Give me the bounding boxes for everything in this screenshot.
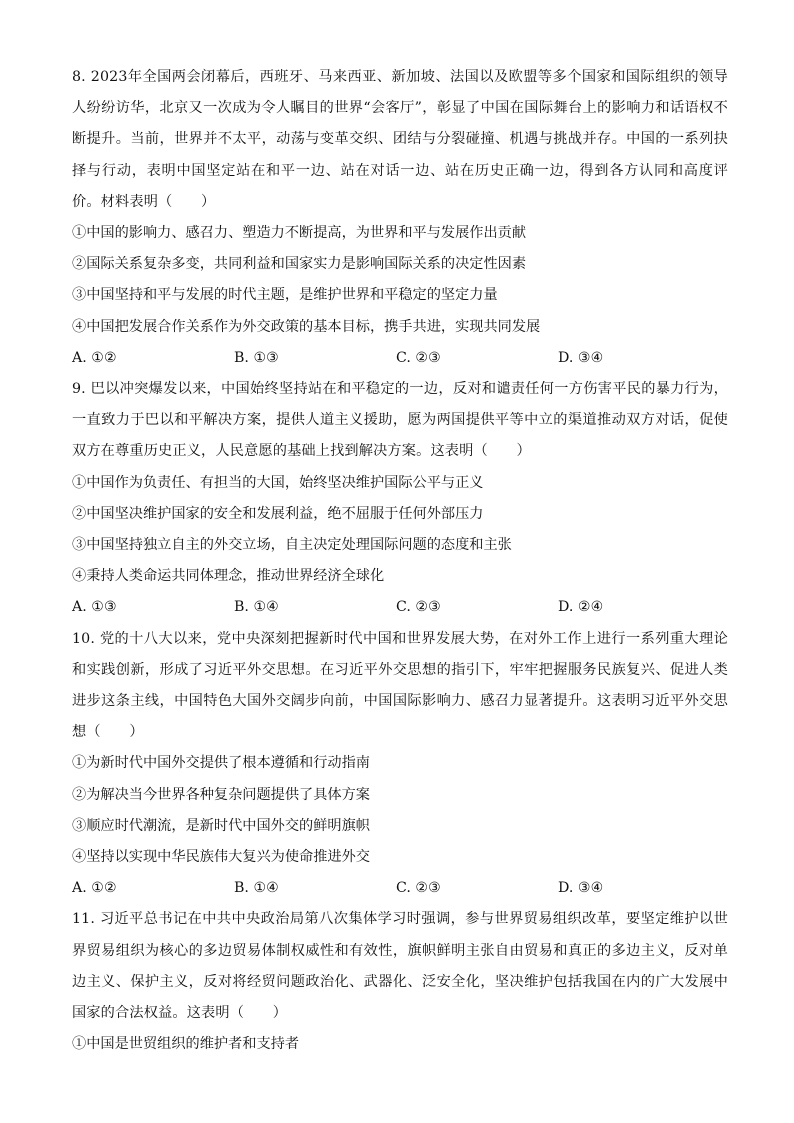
statement-option: ④中国把发展合作关系作为外交政策的基本目标，携手共进，实现共同发展 — [72, 318, 541, 335]
statement-option: ③中国坚持和平与发展的时代主题，是维护世界和平稳定的坚定力量 — [72, 287, 498, 304]
question-11 — [72, 904, 728, 1060]
choice-d: D. ③④ — [558, 880, 604, 897]
question-8 — [72, 62, 728, 374]
choice-c: C. ②③ — [396, 599, 441, 616]
choice-c: C. ②③ — [396, 349, 441, 366]
statement-option: ④坚持以实现中华民族伟大复兴为使命推进外交 — [72, 849, 370, 866]
answer-choices — [72, 873, 728, 904]
choice-a: A. ①② — [72, 349, 117, 366]
question-10 — [72, 624, 728, 905]
statement-option: ①为新时代中国外交提供了根本遵循和行动指南 — [72, 755, 370, 772]
statement-option: ③顺应时代潮流，是新时代中国外交的鲜明旗帜 — [72, 817, 370, 834]
statement-option: ②中国坚决维护国家的安全和发展利益，绝不屈服于任何外部压力 — [72, 505, 484, 522]
choice-a: A. ①② — [72, 880, 117, 897]
statement-option: ①中国的影响力、感召力、塑造力不断提高，为世界和平与发展作出贡献 — [72, 225, 527, 242]
answer-choices — [72, 343, 728, 374]
question-stem: 8. 2023年全国两会闭幕后，西班牙、马来西亚、新加坡、法国以及欧盟等多个国家和国际组织的领导人纷纷访华，北京又一次成为令人瞩目的世界“会客厅”，彰显了中国在国际舞台上的影响力和话语权不断提升。当前，世界并不太平，动荡与变革交织、团结与分裂碰撞、机遇与挑战并存。中国的一系列抉择与行动，表明中国坚定站在和平一边、站在对话一边、站在历史正确一边，得到各方认同和高度评价。材料表明（ ） — [72, 69, 728, 210]
statement-option: ④秉持人类命运共同体理念，推动世界经济全球化 — [72, 568, 385, 585]
choice-c: C. ②③ — [396, 880, 441, 897]
statement-option: ②国际关系复杂多变，共同利益和国家实力是影响国际关系的决定性因素 — [72, 256, 527, 273]
choice-d: D. ③④ — [558, 349, 604, 366]
statement-option: ①中国是世贸组织的维护者和支持者 — [72, 1036, 300, 1053]
choice-b: B. ①④ — [234, 880, 279, 897]
answer-choices — [72, 592, 728, 623]
question-9 — [72, 374, 728, 624]
statement-option: ③中国坚持独立自主的外交立场，自主决定处理国际问题的态度和主张 — [72, 537, 512, 554]
question-stem: 11. 习近平总书记在中共中央政治局第八次集体学习时强调，参与世界贸易组织改革，要坚定维护以世界贸易组织为核心的多边贸易体制权威性和有效性，旗帜鲜明主张自由贸易和真正的多边主义，反对单边主义、保护主义，反对将经贸问题政治化、武器化、泛安全化，坚决维护包括我国在内的广大发展中国家的合法权益。这表明（ ） — [72, 911, 728, 1022]
exam-page — [72, 62, 728, 1061]
choice-d: D. ②④ — [558, 599, 604, 616]
choice-a: A. ①③ — [72, 599, 117, 616]
choice-b: B. ①③ — [234, 349, 279, 366]
question-stem: 10. 党的十八大以来，党中央深刻把握新时代中国和世界发展大势，在对外工作上进行一系列重大理论和实践创新，形成了习近平外交思想。在习近平外交思想的指引下，牢牢把握服务民族复兴、促进人类进步这条主线，中国特色大国外交阔步向前，中国国际影响力、感召力显著提升。这表明习近平外交思想（ ） — [72, 630, 728, 741]
statement-option: ①中国作为负责任、有担当的大国，始终坚决维护国际公平与正义 — [72, 474, 484, 491]
choice-b: B. ①④ — [234, 599, 279, 616]
question-stem: 9. 巴以冲突爆发以来，中国始终坚持站在和平稳定的一边，反对和谴责任何一方伤害平民的暴力行为，一直致力于巴以和平解决方案，提供人道主义援助，愿为两国提供平等中立的渠道推动双方对话，促使双方在尊重历史正义，人民意愿的基础上找到解决方案。这表明（ ） — [72, 381, 728, 460]
statement-option: ②为解决当今世界各种复杂问题提供了具体方案 — [72, 786, 370, 803]
